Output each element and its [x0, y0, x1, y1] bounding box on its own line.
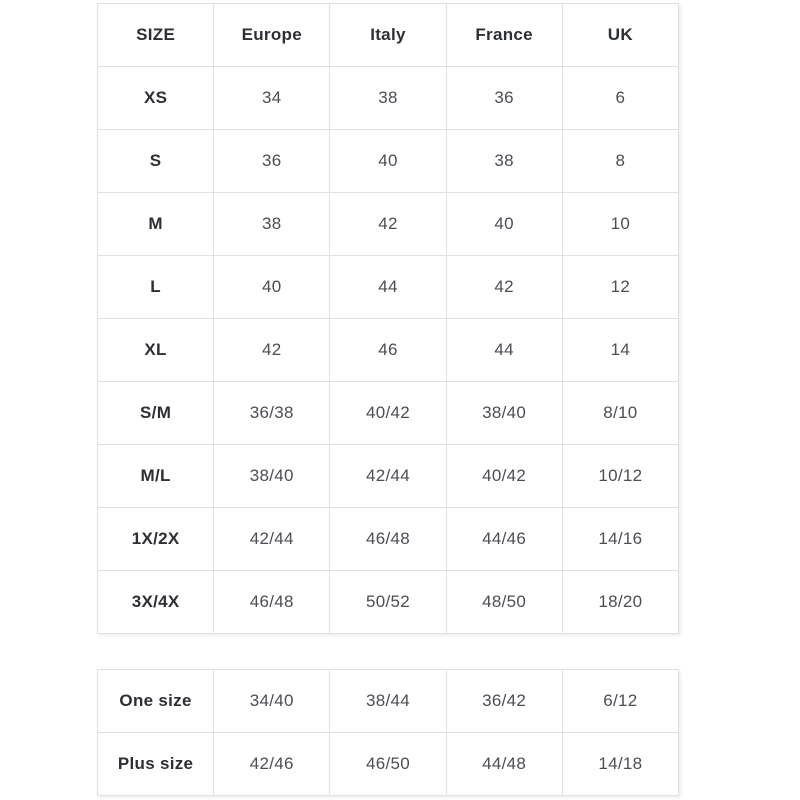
size-value-cell: 40 — [330, 130, 446, 193]
size-value-cell: 8/10 — [562, 382, 678, 445]
size-value-cell: 44 — [330, 256, 446, 319]
table-row — [98, 130, 679, 193]
region-column-header: Italy — [330, 4, 446, 67]
size-value-cell: 36/42 — [446, 670, 562, 733]
size-value-cell: 34/40 — [214, 670, 330, 733]
size-value-cell: 42 — [330, 193, 446, 256]
table-body — [98, 67, 679, 634]
size-value-cell: 42/44 — [214, 508, 330, 571]
size-value-cell: 44/46 — [446, 508, 562, 571]
table-row — [98, 319, 679, 382]
table-header — [98, 4, 679, 67]
table-row — [98, 382, 679, 445]
size-label-cell: 3X/4X — [98, 571, 214, 634]
header-row — [98, 4, 679, 67]
size-value-cell: 44/48 — [446, 733, 562, 796]
size-conversion-table — [97, 3, 679, 634]
table-row — [98, 571, 679, 634]
table-body — [98, 670, 679, 796]
table-row — [98, 256, 679, 319]
size-value-cell: 50/52 — [330, 571, 446, 634]
size-label-cell: XS — [98, 67, 214, 130]
table-row — [98, 670, 679, 733]
size-label-cell: Plus size — [98, 733, 214, 796]
size-value-cell: 10 — [562, 193, 678, 256]
size-value-cell: 38/40 — [214, 445, 330, 508]
table-row — [98, 67, 679, 130]
size-value-cell: 40 — [214, 256, 330, 319]
size-value-cell: 46/48 — [330, 508, 446, 571]
size-value-cell: 40/42 — [330, 382, 446, 445]
size-value-cell: 14 — [562, 319, 678, 382]
size-value-cell: 38 — [446, 130, 562, 193]
size-value-cell: 6 — [562, 67, 678, 130]
size-value-cell: 38 — [330, 67, 446, 130]
size-value-cell: 40/42 — [446, 445, 562, 508]
size-value-cell: 38/44 — [330, 670, 446, 733]
size-value-cell: 36 — [446, 67, 562, 130]
size-label-cell: L — [98, 256, 214, 319]
size-value-cell: 34 — [214, 67, 330, 130]
size-value-cell: 42/44 — [330, 445, 446, 508]
size-value-cell: 36 — [214, 130, 330, 193]
table-row — [98, 193, 679, 256]
size-value-cell: 40 — [446, 193, 562, 256]
size-value-cell: 42/46 — [214, 733, 330, 796]
region-column-header: Europe — [214, 4, 330, 67]
size-label-cell: M/L — [98, 445, 214, 508]
size-value-cell: 46/50 — [330, 733, 446, 796]
size-value-cell: 42 — [214, 319, 330, 382]
size-value-cell: 36/38 — [214, 382, 330, 445]
table-row — [98, 508, 679, 571]
size-value-cell: 6/12 — [562, 670, 678, 733]
special-size-table — [97, 669, 679, 796]
size-value-cell: 38 — [214, 193, 330, 256]
size-label-cell: 1X/2X — [98, 508, 214, 571]
size-label-cell: XL — [98, 319, 214, 382]
table-row — [98, 733, 679, 796]
region-column-header: France — [446, 4, 562, 67]
size-value-cell: 42 — [446, 256, 562, 319]
size-value-cell: 10/12 — [562, 445, 678, 508]
size-value-cell: 8 — [562, 130, 678, 193]
size-label-cell: S/M — [98, 382, 214, 445]
size-value-cell: 18/20 — [562, 571, 678, 634]
size-value-cell: 46/48 — [214, 571, 330, 634]
size-value-cell: 14/16 — [562, 508, 678, 571]
size-value-cell: 12 — [562, 256, 678, 319]
region-column-header: UK — [562, 4, 678, 67]
size-column-header: SIZE — [98, 4, 214, 67]
size-value-cell: 14/18 — [562, 733, 678, 796]
size-label-cell: One size — [98, 670, 214, 733]
size-label-cell: S — [98, 130, 214, 193]
size-value-cell: 46 — [330, 319, 446, 382]
size-label-cell: M — [98, 193, 214, 256]
size-value-cell: 38/40 — [446, 382, 562, 445]
size-value-cell: 48/50 — [446, 571, 562, 634]
table-row — [98, 445, 679, 508]
size-value-cell: 44 — [446, 319, 562, 382]
